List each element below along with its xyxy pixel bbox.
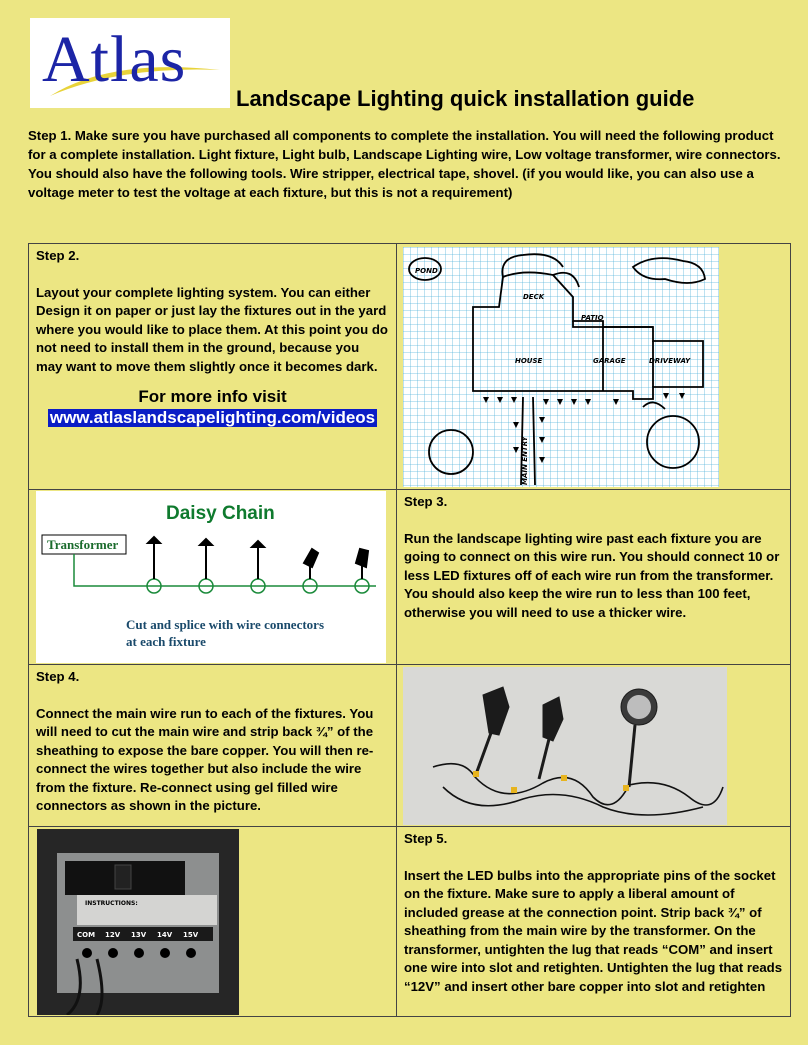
step4-heading: Step 4.	[36, 669, 80, 684]
logo-text: Atlas	[42, 23, 187, 96]
step2-body: Layout your complete lighting system. You can either Design it on paper or just lay the fixtures out in the yard where you would like to place them. At this point you do not need to install them in the ground, because you may want to move them slightly once it becomes dark.	[36, 284, 388, 374]
daisy-caption-1: Cut and splice with wire connectors	[126, 617, 325, 632]
fixtures-photo	[403, 667, 727, 825]
plan-house-label: HOUSE	[515, 357, 543, 365]
more-info-label: For more info visit	[138, 387, 287, 406]
step5-heading: Step 5.	[404, 831, 448, 846]
step2-cell	[29, 244, 397, 490]
step5-cell	[397, 827, 791, 1017]
step3-heading: Step 3.	[404, 494, 448, 509]
videos-link[interactable]: www.atlaslandscapelighting.com/videos	[49, 407, 376, 427]
daisy-chain-diagram	[36, 491, 386, 663]
fixtures-photo-cell	[397, 665, 791, 827]
step1-text: Step 1. Make sure you have purchased all components to complete the installation. You will need the following product for a complete installation. Light fixture, Light bulb, Landscape Lighting wire, Low voltage transformer, wire connectors. You should also have the following tools. Wire stripper, electrical tape, shovel. (if you would like, you can also use a voltage meter to test the voltage at each fixture, but this is not a requirement)	[28, 128, 781, 200]
transformer-photo	[37, 829, 239, 1015]
plan-patio-label: PATIO	[581, 314, 604, 322]
plan-garage-label: GARAGE	[593, 357, 626, 365]
plan-cell	[397, 244, 791, 490]
terminal-14v: 14V	[157, 931, 173, 939]
step3-cell	[397, 490, 791, 665]
transformer-photo-cell	[29, 827, 397, 1017]
plan-pond-label: POND	[415, 267, 438, 275]
step5-body: Insert the LED bulbs into the appropriate pins of the socket on the fixture. Make sure to apply a liberal amount of included grease at the connection point. Strip back ¾” of sheathing from the main wire by the transformer. On the transformer, untighten the lug that reads “COM” and insert one wire into slot and retighten. Untighten the lug that reads “12V” and insert other bare copper into slot and retighten	[404, 867, 783, 994]
transformer-label: Transformer	[47, 537, 119, 552]
steps-table	[28, 243, 791, 1017]
step2-heading: Step 2.	[36, 248, 80, 263]
page-title: Landscape Lighting quick installation guide	[236, 86, 695, 111]
terminal-13v: 13V	[131, 931, 147, 939]
terminal-12v: 12V	[105, 931, 121, 939]
plan-driveway-label: DRIVEWAY	[649, 357, 691, 365]
transformer-instructions: INSTRUCTIONS:	[85, 900, 138, 907]
step4-body: Connect the main wire run to each of the fixtures. You will need to cut the main wire and strip back ¾” of the sheathing to expose the bare copper. You will then re-connect the wires together but also include the wire from the fixture. Re-connect using gel filled wire connectors as shown in the picture.	[36, 705, 374, 813]
plan-main-entry-label: MAIN ENTRY	[521, 436, 529, 485]
daisy-caption-2: at each fixture	[126, 634, 206, 649]
atlas-logo	[30, 18, 230, 108]
daisy-chain-title: Daisy Chain	[166, 503, 275, 524]
terminal-com: COM	[77, 931, 96, 939]
yard-plan-sketch	[403, 247, 719, 487]
daisy-chain-cell	[29, 490, 397, 665]
plan-deck-label: DECK	[523, 293, 545, 301]
step4-cell	[29, 665, 397, 827]
terminal-15v: 15V	[183, 931, 199, 939]
step3-body: Run the landscape lighting wire past each fixture you are going to connect on this wire run. You should connect 10 or less LED fixtures off of each wire run from the transformer. You should also keep the wire run to less than 100 feet, otherwise you will need to use a thicker wire.	[404, 530, 780, 620]
